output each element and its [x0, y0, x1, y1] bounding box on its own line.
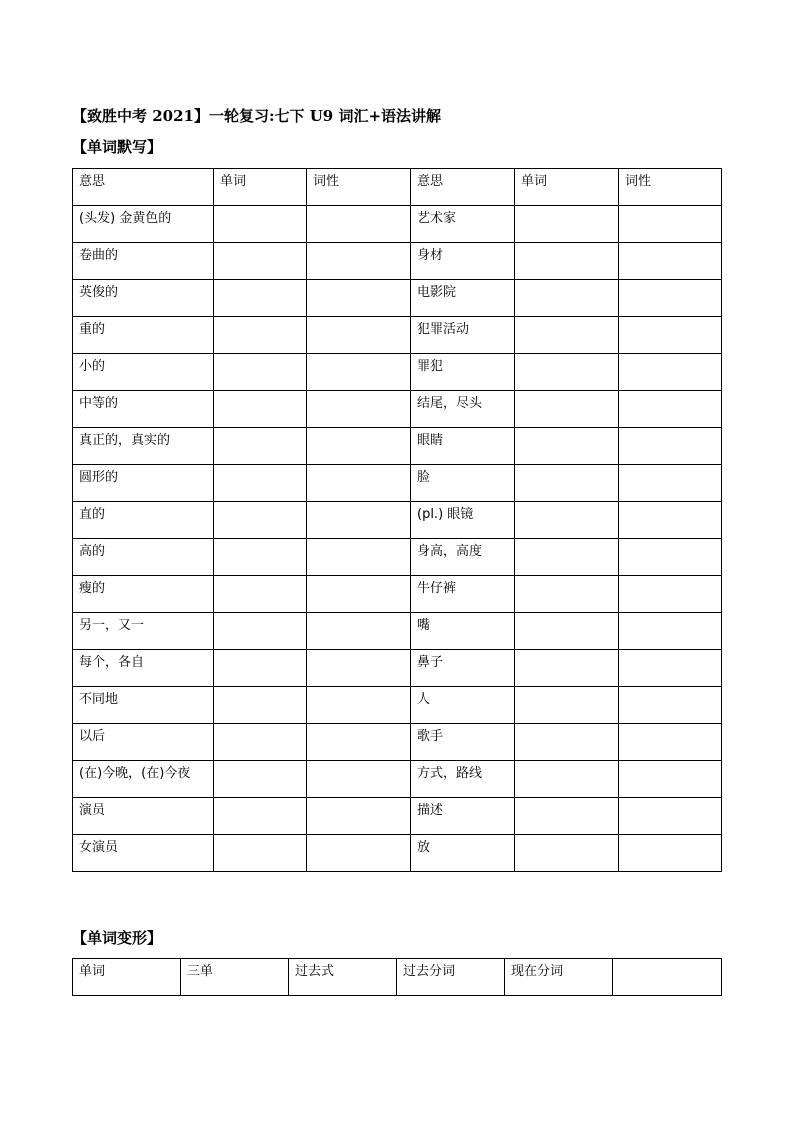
- meaning-cell: 不同地: [73, 687, 214, 724]
- vocab-dictation-table: [72, 168, 722, 872]
- pos-answer-cell[interactable]: [307, 317, 411, 354]
- table-row: [73, 576, 722, 613]
- meaning-cell: 另一，又一: [73, 613, 214, 650]
- meaning-cell: 高的: [73, 539, 214, 576]
- pos-answer-cell[interactable]: [619, 724, 722, 761]
- word-answer-cell[interactable]: [214, 465, 307, 502]
- table-row: [73, 391, 722, 428]
- word-answer-cell[interactable]: [515, 465, 619, 502]
- meaning-cell: 脸: [411, 465, 515, 502]
- meaning-cell: 结尾，尽头: [411, 391, 515, 428]
- word-answer-cell[interactable]: [515, 724, 619, 761]
- pos-answer-cell[interactable]: [307, 539, 411, 576]
- meaning-cell: 罪犯: [411, 354, 515, 391]
- word-answer-cell[interactable]: [214, 724, 307, 761]
- pos-answer-cell[interactable]: [307, 576, 411, 613]
- table-row: [73, 317, 722, 354]
- table-row: [73, 354, 722, 391]
- header-cell: 意思: [411, 169, 515, 206]
- table-row: [73, 761, 722, 798]
- table-row: [73, 206, 722, 243]
- pos-answer-cell[interactable]: [307, 687, 411, 724]
- header-cell: [613, 959, 722, 996]
- header-cell: 单词: [73, 959, 181, 996]
- table-row: [73, 650, 722, 687]
- pos-answer-cell[interactable]: [307, 502, 411, 539]
- meaning-cell: 身高，高度: [411, 539, 515, 576]
- meaning-cell: 牛仔裤: [411, 576, 515, 613]
- header-cell: 三单: [181, 959, 289, 996]
- pos-answer-cell[interactable]: [307, 428, 411, 465]
- meaning-cell: 每个，各自: [73, 650, 214, 687]
- pos-answer-cell[interactable]: [307, 761, 411, 798]
- pos-answer-cell[interactable]: [619, 761, 722, 798]
- pos-answer-cell[interactable]: [619, 206, 722, 243]
- section-heading-word-dictation: 【单词默写】: [72, 138, 163, 156]
- pos-answer-cell[interactable]: [307, 391, 411, 428]
- meaning-cell: (pl.) 眼镜: [411, 502, 515, 539]
- pos-answer-cell[interactable]: [619, 391, 722, 428]
- word-answer-cell[interactable]: [515, 613, 619, 650]
- pos-answer-cell[interactable]: [307, 206, 411, 243]
- meaning-cell: 中等的: [73, 391, 214, 428]
- meaning-cell: 以后: [73, 724, 214, 761]
- meaning-cell: 人: [411, 687, 515, 724]
- meaning-cell: 女演员: [73, 835, 214, 872]
- meaning-cell: 小的: [73, 354, 214, 391]
- word-answer-cell[interactable]: [214, 428, 307, 465]
- table-row: [73, 687, 722, 724]
- meaning-cell: 眼睛: [411, 428, 515, 465]
- pos-answer-cell[interactable]: [619, 280, 722, 317]
- word-answer-cell[interactable]: [214, 650, 307, 687]
- word-answer-cell[interactable]: [214, 206, 307, 243]
- word-answer-cell[interactable]: [214, 317, 307, 354]
- word-answer-cell[interactable]: [214, 243, 307, 280]
- meaning-cell: 艺术家: [411, 206, 515, 243]
- word-answer-cell[interactable]: [214, 280, 307, 317]
- table-header-row: [73, 169, 722, 206]
- pos-answer-cell[interactable]: [307, 650, 411, 687]
- pos-answer-cell[interactable]: [307, 798, 411, 835]
- table-row: [73, 539, 722, 576]
- table-header-row: [73, 959, 722, 996]
- pos-answer-cell[interactable]: [619, 687, 722, 724]
- document-title: 【致胜中考 2021】一轮复习:七下 U9 词汇+语法讲解: [72, 107, 442, 125]
- word-answer-cell[interactable]: [515, 391, 619, 428]
- word-answer-cell[interactable]: [515, 576, 619, 613]
- table-row: [73, 798, 722, 835]
- pos-answer-cell[interactable]: [619, 576, 722, 613]
- table-row: [73, 243, 722, 280]
- pos-answer-cell[interactable]: [307, 354, 411, 391]
- table-row: [73, 835, 722, 872]
- meaning-cell: 犯罪活动: [411, 317, 515, 354]
- meaning-cell: 直的: [73, 502, 214, 539]
- header-cell: 过去式: [289, 959, 397, 996]
- word-answer-cell[interactable]: [214, 539, 307, 576]
- pos-answer-cell[interactable]: [619, 354, 722, 391]
- meaning-cell: 圆形的: [73, 465, 214, 502]
- table-row: [73, 280, 722, 317]
- meaning-cell: 演员: [73, 798, 214, 835]
- word-answer-cell[interactable]: [515, 650, 619, 687]
- meaning-cell: (头发) 金黄色的: [73, 206, 214, 243]
- word-answer-cell[interactable]: [515, 206, 619, 243]
- meaning-cell: 电影院: [411, 280, 515, 317]
- header-cell: 词性: [619, 169, 722, 206]
- pos-answer-cell[interactable]: [619, 243, 722, 280]
- meaning-cell: 身材: [411, 243, 515, 280]
- word-answer-cell[interactable]: [214, 761, 307, 798]
- word-answer-cell[interactable]: [214, 687, 307, 724]
- meaning-cell: 瘦的: [73, 576, 214, 613]
- word-forms-table: [72, 958, 722, 996]
- meaning-cell: 方式，路线: [411, 761, 515, 798]
- meaning-cell: 鼻子: [411, 650, 515, 687]
- word-answer-cell[interactable]: [515, 317, 619, 354]
- header-cell: 过去分词: [397, 959, 505, 996]
- table-row: [73, 613, 722, 650]
- meaning-cell: 描述: [411, 798, 515, 835]
- word-answer-cell[interactable]: [515, 502, 619, 539]
- word-answer-cell[interactable]: [214, 835, 307, 872]
- pos-answer-cell[interactable]: [619, 465, 722, 502]
- pos-answer-cell[interactable]: [307, 465, 411, 502]
- table-row: [73, 502, 722, 539]
- word-answer-cell[interactable]: [515, 761, 619, 798]
- word-answer-cell[interactable]: [214, 391, 307, 428]
- word-answer-cell[interactable]: [515, 280, 619, 317]
- table-row: [73, 724, 722, 761]
- table-row: [73, 428, 722, 465]
- meaning-cell: 英俊的: [73, 280, 214, 317]
- meaning-cell: 歌手: [411, 724, 515, 761]
- word-answer-cell[interactable]: [515, 354, 619, 391]
- meaning-cell: 重的: [73, 317, 214, 354]
- meaning-cell: (在)今晚，(在)今夜: [73, 761, 214, 798]
- pos-answer-cell[interactable]: [307, 243, 411, 280]
- word-answer-cell[interactable]: [515, 798, 619, 835]
- section-heading-word-forms: 【单词变形】: [72, 929, 163, 947]
- header-cell: 现在分词: [505, 959, 613, 996]
- pos-answer-cell[interactable]: [619, 428, 722, 465]
- word-answer-cell[interactable]: [214, 613, 307, 650]
- header-cell: 词性: [307, 169, 411, 206]
- meaning-cell: 嘴: [411, 613, 515, 650]
- meaning-cell: 卷曲的: [73, 243, 214, 280]
- pos-answer-cell[interactable]: [619, 317, 722, 354]
- meaning-cell: 真正的，真实的: [73, 428, 214, 465]
- word-answer-cell[interactable]: [515, 687, 619, 724]
- pos-answer-cell[interactable]: [619, 835, 722, 872]
- pos-answer-cell[interactable]: [307, 835, 411, 872]
- pos-answer-cell[interactable]: [619, 502, 722, 539]
- table-row: [73, 465, 722, 502]
- word-answer-cell[interactable]: [214, 502, 307, 539]
- pos-answer-cell[interactable]: [619, 613, 722, 650]
- meaning-cell: 放: [411, 835, 515, 872]
- pos-answer-cell[interactable]: [619, 798, 722, 835]
- pos-answer-cell[interactable]: [307, 613, 411, 650]
- word-answer-cell[interactable]: [515, 243, 619, 280]
- word-answer-cell[interactable]: [214, 576, 307, 613]
- header-cell: 单词: [214, 169, 307, 206]
- pos-answer-cell[interactable]: [619, 650, 722, 687]
- pos-answer-cell[interactable]: [307, 724, 411, 761]
- pos-answer-cell[interactable]: [619, 539, 722, 576]
- pos-answer-cell[interactable]: [307, 280, 411, 317]
- word-answer-cell[interactable]: [214, 354, 307, 391]
- word-answer-cell[interactable]: [515, 428, 619, 465]
- header-cell: 单词: [515, 169, 619, 206]
- word-answer-cell[interactable]: [515, 835, 619, 872]
- word-answer-cell[interactable]: [515, 539, 619, 576]
- word-answer-cell[interactable]: [214, 798, 307, 835]
- header-cell: 意思: [73, 169, 214, 206]
